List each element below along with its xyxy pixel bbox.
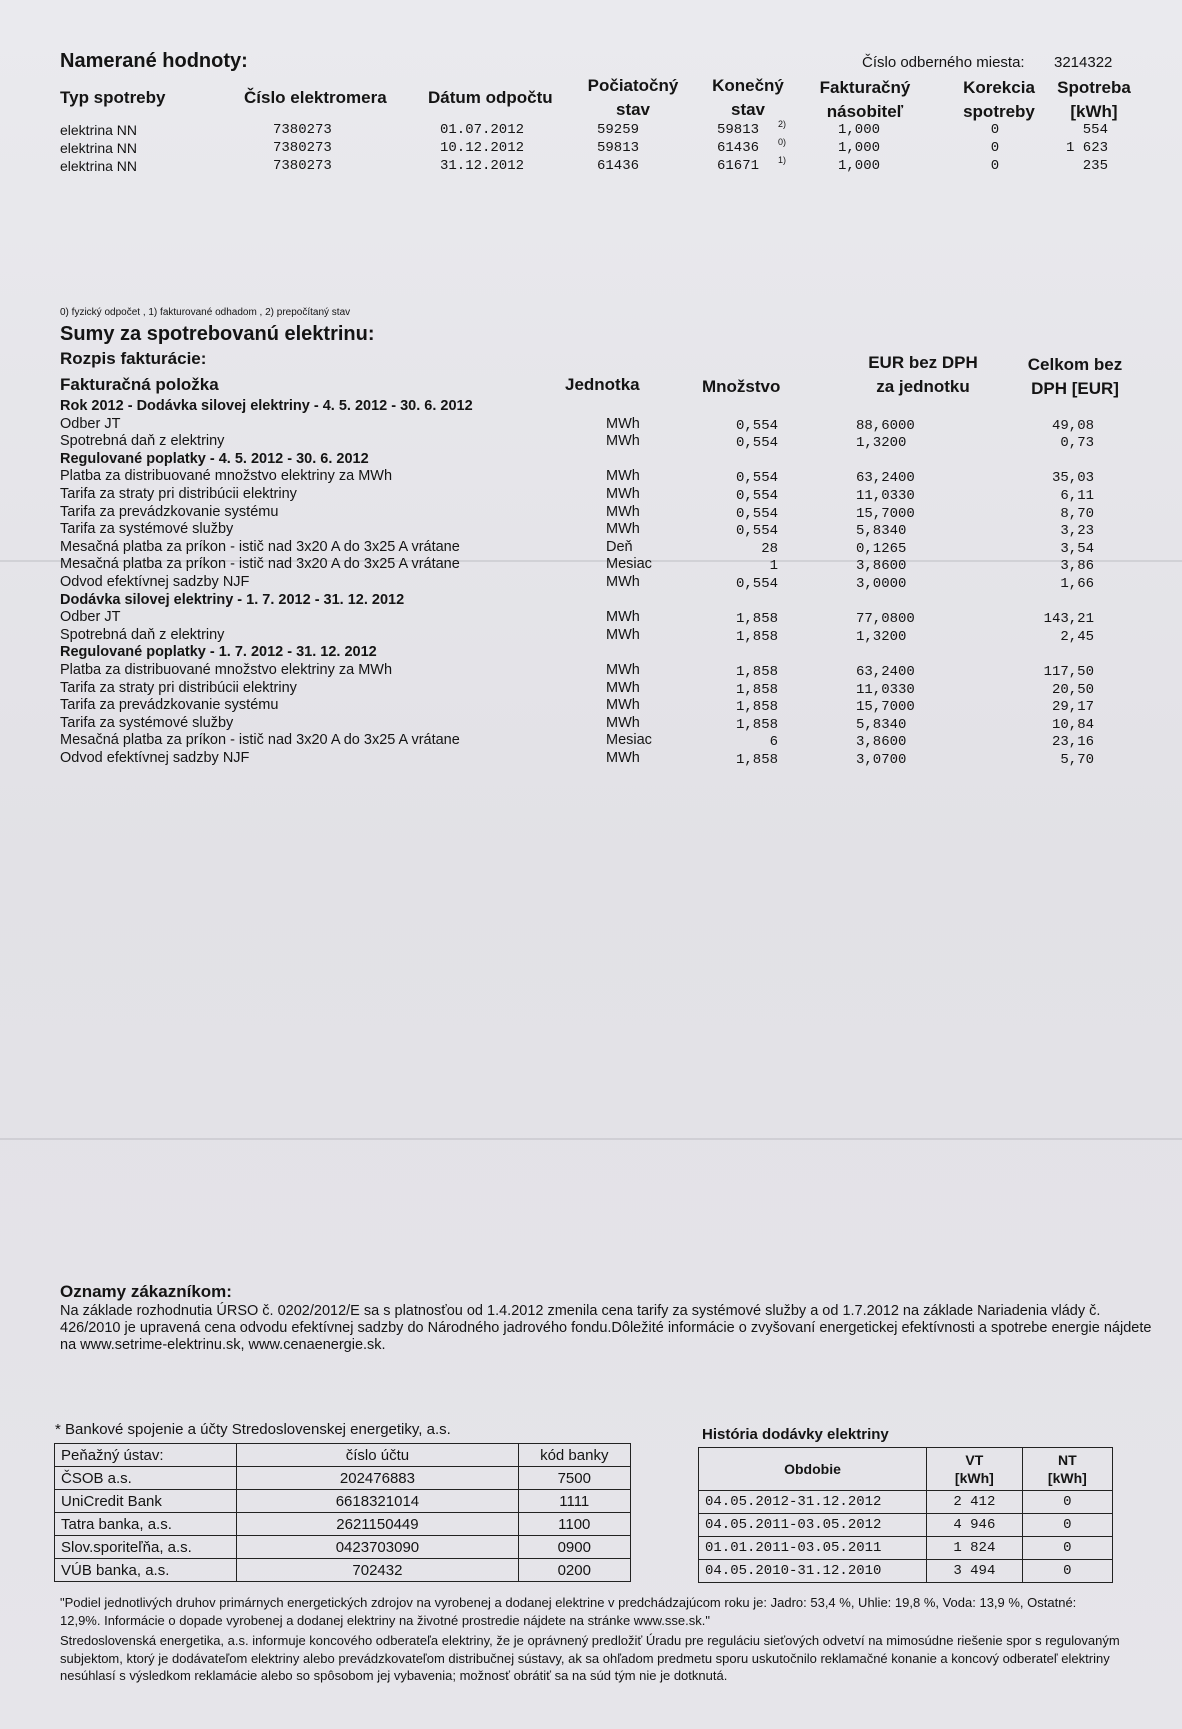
history-header-cell xyxy=(1022,1448,1112,1491)
bank-row xyxy=(55,1513,631,1536)
billing-price: 77,0800 xyxy=(856,611,915,628)
history-row-cell: 04.05.2010-31.12.2010 xyxy=(699,1560,927,1583)
history-row-cell: 0 xyxy=(1022,1537,1112,1560)
history-row xyxy=(699,1537,1113,1560)
billing-price: 0,1265 xyxy=(856,540,907,557)
history-table xyxy=(698,1447,1113,1583)
measured-note: 1) xyxy=(778,155,787,165)
billing-item-label: Mesačná platba za príkon - istič nad 3x20 A do 3x25 A vrátane xyxy=(60,556,460,573)
bank-row xyxy=(55,1490,631,1513)
billing-total: 10,84 xyxy=(1051,716,1094,733)
billing-qty: 0,554 xyxy=(735,488,778,504)
col-cons-header-2: [kWh] xyxy=(1070,102,1118,121)
billing-qty: 1,858 xyxy=(735,611,778,628)
history-row-cell: 1 824 xyxy=(927,1537,1023,1560)
billing-item-label: Tarifa za systémové služby xyxy=(60,521,234,538)
col-date-header: Dátum odpočtu xyxy=(428,88,553,107)
bank-title: * Bankové spojenie a účty Stredoslovenskej energetiky, a.s. xyxy=(55,1421,451,1438)
billing-unit: MWh xyxy=(606,662,640,678)
bank-header-row-cell: číslo účtu xyxy=(237,1444,518,1467)
billing-unit: MWh xyxy=(606,574,640,590)
billing-item-label: Tarifa za straty pri distribúcii elektriny xyxy=(60,679,297,696)
billing-item-label: Tarifa za straty pri distribúcii elektriny xyxy=(60,486,297,502)
billing-item-label: Odvod efektívnej sadzby NJF xyxy=(60,574,250,590)
billing-item-label: Platba za distribuované množstvo elektriny za MWh xyxy=(60,468,393,485)
billing-total-header-2: DPH [EUR] xyxy=(1031,379,1119,398)
bank-row-cell: 0423703090 xyxy=(237,1536,518,1559)
billing-item-label: Platba za distribuované množstvo elektriny za MWh xyxy=(60,662,393,678)
billing-price: 5,8340 xyxy=(856,716,907,733)
billing-qty: 0,554 xyxy=(735,576,778,592)
billing-qty: 1,858 xyxy=(735,681,778,698)
billing-total-header-1: Celkom bez xyxy=(1027,355,1123,374)
bank-row-cell: 202476883 xyxy=(237,1467,518,1490)
measured-meter: 7380273 xyxy=(273,140,332,156)
billing-price: 15,7000 xyxy=(856,699,915,716)
bank-row-cell: 1111 xyxy=(518,1490,630,1513)
history-row-cell: 0 xyxy=(1022,1560,1112,1583)
bank-row-cell: VÚB banka, a.s. xyxy=(55,1559,237,1582)
measured-date: 10.12.2012 xyxy=(440,140,525,156)
col-mult-header-1: Fakturačný xyxy=(819,78,911,97)
measured-end: 59813 xyxy=(717,122,760,138)
billing-unit-header: Jednotka xyxy=(565,375,640,394)
bank-row-cell: 2621150449 xyxy=(237,1513,518,1536)
measured-note: 0) xyxy=(778,137,787,147)
billing-item-label: Mesačná platba za príkon - istič nad 3x20 A do 3x25 A vrátane xyxy=(60,732,460,749)
history-header-text: NT xyxy=(1058,1452,1077,1468)
paper-fold-line xyxy=(0,1138,1182,1140)
bank-row-cell: Slov.sporiteľňa, a.s. xyxy=(55,1536,237,1559)
billing-qty: 1,858 xyxy=(735,699,778,716)
billing-price-header-2: za jednotku xyxy=(876,377,970,396)
measured-type: elektrina NN xyxy=(60,122,138,138)
billing-unit: MWh xyxy=(606,503,640,520)
col-start-header-1: Počiatočný xyxy=(587,76,679,95)
billing-total: 6,11 xyxy=(1060,488,1094,504)
billing-total: 29,17 xyxy=(1051,699,1094,716)
notice-title: Oznamy zákazníkom: xyxy=(60,1282,232,1301)
measured-start: 59813 xyxy=(597,140,640,156)
billing-total: 49,08 xyxy=(1051,417,1094,434)
measured-mult: 1,000 xyxy=(838,122,881,138)
billing-qty: 1,858 xyxy=(735,752,778,768)
billing-item-label: Spotrebná daň z elektriny xyxy=(60,626,225,643)
history-header-cell xyxy=(699,1448,927,1491)
col-end-header-1: Konečný xyxy=(712,76,784,95)
bank-header-row-cell: kód banky xyxy=(518,1444,630,1467)
measured-start: 59259 xyxy=(597,122,640,138)
bank-row-cell: ČSOB a.s. xyxy=(55,1467,237,1490)
measured-cons: 554 xyxy=(1082,122,1108,138)
billing-qty-header: Množstvo xyxy=(702,377,781,396)
billing-qty: 0,554 xyxy=(735,505,778,522)
col-corr-header-1: Korekcia xyxy=(963,78,1035,97)
history-header-cell xyxy=(927,1448,1023,1491)
billing-title: Sumy za spotrebovanú elektrinu: xyxy=(60,323,375,345)
billing-item-label: Odber JT xyxy=(60,415,121,432)
measured-cons: 1 623 xyxy=(1065,140,1108,156)
billing-subtitle: Rozpis fakturácie: xyxy=(60,349,207,368)
legal-notice: Stredoslovenská energetika, a.s. informuje koncového odberateľa elektriny, že je oprávnený predložiť Úradu pre reguláciu sieťových odvetví na mimosúdne riešenie spor s regulovaným subjektom, ktorý je dodávateľom elektriny alebo prevádzkovateľom distribučnej sústavy, ak sa ohľadom predmetu sporu uskutočnilo reklamačné konanie a koncový odberateľ elektriny nesúhlasí s výsledkom reklamácie alebo so spôsobom jej vybavenia; možnosť obrátiť sa na súd tým nie je dotknutá. xyxy=(60,1633,1120,1683)
measured-start: 61436 xyxy=(597,158,640,174)
billing-qty: 1,858 xyxy=(735,628,778,645)
billing-unit: MWh xyxy=(606,750,640,766)
billing-qty: 0,554 xyxy=(735,417,778,434)
measured-corr: 0 xyxy=(990,158,1000,174)
history-row-cell: 2 412 xyxy=(927,1491,1023,1514)
bank-row-cell: UniCredit Bank xyxy=(55,1490,237,1513)
billing-item-label: Tarifa za systémové služby xyxy=(60,714,234,731)
billing-price-header-1: EUR bez DPH xyxy=(868,353,978,372)
bank-row xyxy=(55,1467,631,1490)
billing-price: 15,7000 xyxy=(856,505,915,522)
col-end-header-2: stav xyxy=(730,100,766,119)
point-label: Číslo odberného miesta: xyxy=(862,54,1025,71)
billing-price: 3,8600 xyxy=(856,558,907,575)
billing-unit: MWh xyxy=(606,697,640,714)
billing-section-heading: Regulované poplatky - 4. 5. 2012 - 30. 6. 2012 xyxy=(60,450,369,467)
billing-unit: MWh xyxy=(606,714,640,731)
billing-unit: MWh xyxy=(606,486,640,502)
billing-price: 11,0330 xyxy=(856,488,915,504)
history-header-unit: [kWh] xyxy=(1047,1470,1087,1486)
billing-total: 2,45 xyxy=(1060,628,1094,645)
billing-item-header: Fakturačná položka xyxy=(60,375,219,394)
measured-type: elektrina NN xyxy=(60,158,138,174)
history-row-cell: 0 xyxy=(1022,1491,1112,1514)
billing-price: 11,0330 xyxy=(856,681,915,698)
bank-row-cell: 702432 xyxy=(237,1559,518,1582)
billing-price: 3,0000 xyxy=(856,576,907,592)
billing-unit: Deň xyxy=(606,538,633,555)
billing-qty: 1,858 xyxy=(735,716,778,733)
billing-unit: Mesiac xyxy=(606,732,652,749)
billing-total: 0,73 xyxy=(1060,435,1094,452)
col-type-header: Typ spotreby xyxy=(60,88,166,107)
billing-section-heading: Regulované poplatky - 1. 7. 2012 - 31. 12. 2012 xyxy=(60,644,377,661)
col-mult-header-2: násobiteľ xyxy=(826,102,904,121)
billing-qty: 1,858 xyxy=(735,664,778,680)
history-row-cell: 01.01.2011-03.05.2011 xyxy=(699,1537,927,1560)
billing-total: 117,50 xyxy=(1043,664,1094,680)
billing-price: 5,8340 xyxy=(856,523,907,540)
history-header-row xyxy=(699,1448,1113,1491)
billing-item-label: Odvod efektívnej sadzby NJF xyxy=(60,750,250,766)
measured-meter: 7380273 xyxy=(273,122,332,138)
billing-price: 1,3200 xyxy=(856,628,907,645)
billing-item-label: Tarifa za prevádzkovanie systému xyxy=(60,503,279,520)
billing-total: 3,54 xyxy=(1060,540,1094,557)
history-header-text: Obdobie xyxy=(784,1461,841,1477)
billing-price: 63,2400 xyxy=(856,664,915,680)
billing-price: 3,8600 xyxy=(856,734,907,751)
billing-total: 35,03 xyxy=(1051,470,1094,487)
billing-total: 23,16 xyxy=(1051,734,1094,751)
measured-corr: 0 xyxy=(990,140,1000,156)
billing-unit: MWh xyxy=(606,609,640,626)
billing-total: 5,70 xyxy=(1060,752,1094,768)
col-corr-header-2: spotreby xyxy=(963,102,1035,121)
billing-total: 20,50 xyxy=(1051,681,1094,698)
history-header-unit: [kWh] xyxy=(954,1470,994,1486)
billing-price: 88,6000 xyxy=(856,417,915,434)
billing-qty: 6 xyxy=(769,734,778,751)
billing-qty: 0,554 xyxy=(735,523,778,540)
billing-price: 3,0700 xyxy=(856,752,907,768)
billing-section-heading: Rok 2012 - Dodávka silovej elektriny - 4. 5. 2012 - 30. 6. 2012 xyxy=(60,398,473,414)
measured-footnote: 0) fyzický odpočet , 1) fakturované odhadom , 2) prepočítaný stav xyxy=(60,307,351,318)
billing-section-heading: Dodávka silovej elektriny - 1. 7. 2012 - 31. 12. 2012 xyxy=(60,591,405,608)
billing-price: 1,3200 xyxy=(856,435,907,452)
billing-unit: MWh xyxy=(606,433,640,450)
bank-row xyxy=(55,1536,631,1559)
history-header-text: VT xyxy=(965,1452,984,1468)
bank-row xyxy=(55,1559,631,1582)
billing-unit: MWh xyxy=(606,626,640,643)
history-row xyxy=(699,1514,1113,1537)
history-row-cell: 4 946 xyxy=(927,1514,1023,1537)
measured-corr: 0 xyxy=(990,122,1000,138)
billing-item-label: Tarifa za prevádzkovanie systému xyxy=(60,697,279,714)
measured-note: 2) xyxy=(778,119,787,129)
bank-row-cell: 0900 xyxy=(518,1536,630,1559)
billing-total: 3,86 xyxy=(1060,558,1094,575)
energy-source-note: "Podiel jednotlivých druhov primárnych energetických zdrojov na vyrobenej a dodanej elektrine v predchádzajúcom roku je: Jadro: 53,4 %, Uhlie: 19,8 %, Voda: 13,9 %, Ostatné: 12,9%. Informácie o dopade vyrobenej a dodanej elektriny na životné prostredie nájdete na stránke www.sse.sk." xyxy=(60,1595,1077,1628)
measured-type: elektrina NN xyxy=(60,140,138,156)
measured-end: 61436 xyxy=(717,140,760,156)
bank-row-cell: 0200 xyxy=(518,1559,630,1582)
measured-mult: 1,000 xyxy=(838,140,881,156)
billing-total: 1,66 xyxy=(1060,576,1094,592)
bank-header-row-cell: Peňažný ústav: xyxy=(55,1444,237,1467)
bank-row-cell: Tatra banka, a.s. xyxy=(55,1513,237,1536)
measured-cons: 235 xyxy=(1082,158,1108,174)
billing-unit: MWh xyxy=(606,415,640,432)
col-meter-header: Číslo elektromera xyxy=(244,88,387,107)
notice-text: Na základe rozhodnutia ÚRSO č. 0202/2012/E sa s platnosťou od 1.4.2012 zmenila cena tarify za systémové služby a od 1.7.2012 na základe Nariadenia vlády č. 426/2010 je upravená cena odvodu efektívnej sadzby do Národného jadrového fondu.Dôležité informácie o zvyšovaní energetickej efektívnosti a spotrebe energie nájdete na www.setrime-elektrinu.sk, www.cenaenergie.sk. xyxy=(60,1303,1152,1353)
billing-total: 143,21 xyxy=(1043,611,1094,628)
history-row xyxy=(699,1560,1113,1583)
history-row xyxy=(699,1491,1113,1514)
bank-table xyxy=(54,1443,631,1582)
billing-unit: MWh xyxy=(606,468,640,485)
col-cons-header-1: Spotreba xyxy=(1057,78,1131,97)
history-row-cell: 3 494 xyxy=(927,1560,1023,1583)
billing-qty: 0,554 xyxy=(735,470,778,487)
measured-end: 61671 xyxy=(717,158,760,174)
billing-total: 3,23 xyxy=(1060,523,1094,540)
bank-row-cell: 6618321014 xyxy=(237,1490,518,1513)
history-row-cell: 0 xyxy=(1022,1514,1112,1537)
billing-item-label: Spotrebná daň z elektriny xyxy=(60,433,225,450)
billing-qty: 28 xyxy=(761,540,778,557)
history-row-cell: 04.05.2012-31.12.2012 xyxy=(699,1491,927,1514)
col-start-header-2: stav xyxy=(615,100,651,119)
point-value: 3214322 xyxy=(1054,54,1113,71)
history-row-cell: 04.05.2011-03.05.2012 xyxy=(699,1514,927,1537)
billing-unit: MWh xyxy=(606,521,640,538)
billing-price: 63,2400 xyxy=(856,470,915,487)
history-title: História dodávky elektriny xyxy=(702,1426,889,1443)
billing-qty: 1 xyxy=(769,558,778,575)
bank-row-cell: 7500 xyxy=(518,1467,630,1490)
measured-mult: 1,000 xyxy=(838,158,881,174)
billing-qty: 0,554 xyxy=(735,435,778,452)
billing-item-label: Mesačná platba za príkon - istič nad 3x20 A do 3x25 A vrátane xyxy=(60,538,460,555)
measured-title: Namerané hodnoty: xyxy=(60,50,248,72)
bank-header-row xyxy=(55,1444,631,1467)
bank-row-cell: 1100 xyxy=(518,1513,630,1536)
billing-total: 8,70 xyxy=(1060,505,1094,522)
billing-unit: Mesiac xyxy=(606,556,652,573)
measured-date: 31.12.2012 xyxy=(440,158,525,174)
measured-meter: 7380273 xyxy=(273,158,332,174)
billing-item-label: Odber JT xyxy=(60,609,121,626)
measured-date: 01.07.2012 xyxy=(440,122,525,138)
billing-unit: MWh xyxy=(606,679,640,696)
